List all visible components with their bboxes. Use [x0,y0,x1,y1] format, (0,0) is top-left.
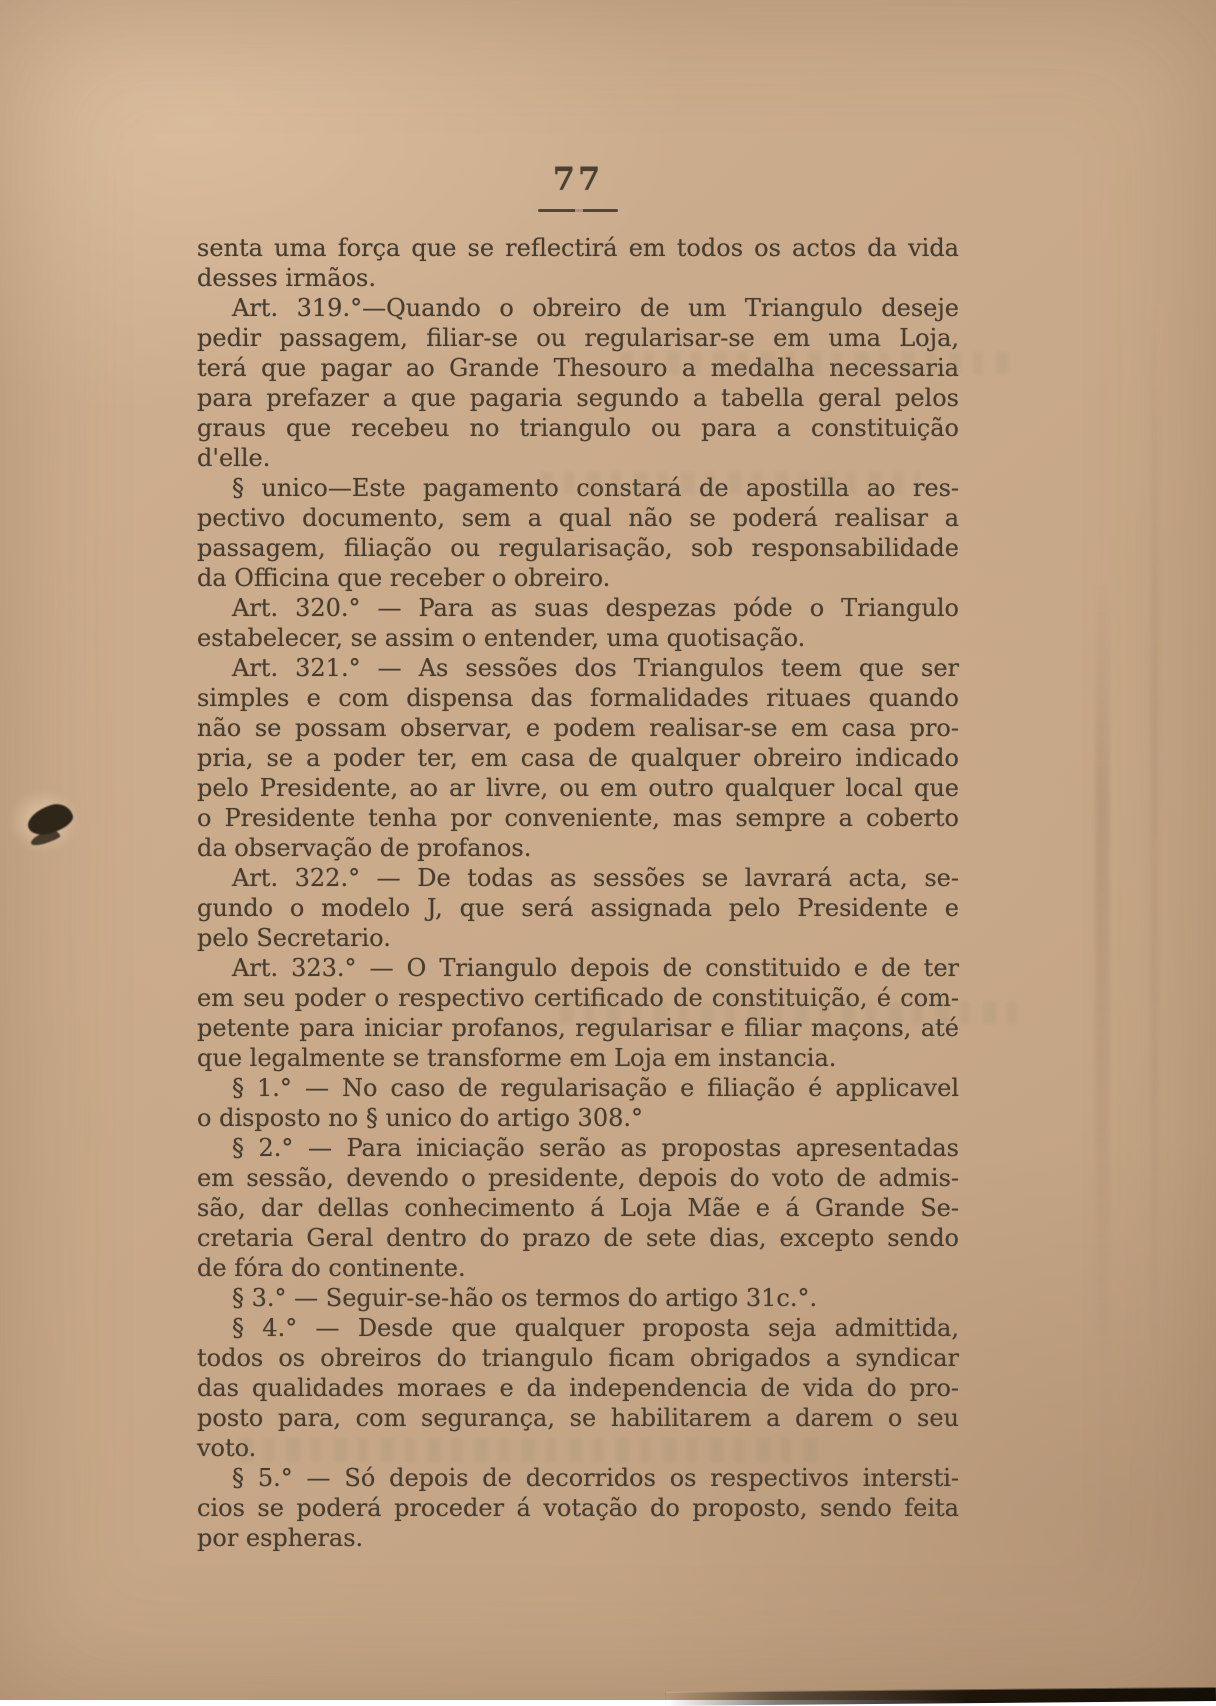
text-line: para prefazer a que pagaria segundo a tabella geral pelos [197,384,959,412]
text-line: que legalmente se transforme em Loja em instancia. [197,1044,837,1072]
text-line: Art. 321.° — As sessões dos Triangulos teem que ser [232,654,959,682]
page-bottom-edge-shadow [666,1687,1216,1706]
text-line: senta uma força que se reflectirá em todos os actos da vida [197,234,959,262]
text-line: § 4.° — Desde que qualquer proposta seja admittida, [232,1314,959,1342]
text-line: § 1.° — No caso de regularisação e filiação é applicavel [232,1074,959,1102]
text-line: Art. 322.° — De todas as sessões se lavrará acta, se- [232,864,959,892]
text-line: gundo o modelo J, que será assignada pelo Presidente e [197,894,959,922]
text-line: por espheras. [197,1524,364,1552]
text-line: terá que pagar ao Grande Thesouro a medalha necessaria [197,354,959,382]
text-line: pria, se a poder ter, em casa de qualquer obreiro indicado [197,744,959,772]
text-line: desses irmãos. [197,264,376,292]
paper-streak [1095,580,1109,1340]
text-line: da observação de profanos. [197,834,532,862]
text-line: Art. 320.° — Para as suas despezas póde o Triangulo [232,594,959,622]
text-line: graus que recebeu no triangulo ou para a constituição [197,414,959,442]
text-line: § unico—Este pagamento constará de apostilla ao res- [232,474,959,502]
text-line: § 3.° — Seguir-se-hão os termos do artigo 31c.°. [232,1284,818,1312]
text-line: cios se poderá proceder á votação do proposto, sendo feita [197,1494,959,1522]
bleed-through-artifact [540,472,920,494]
paper-streak [1150,300,1158,1350]
text-line: o disposto no § unico do artigo 308.° [197,1104,643,1132]
text-line: voto. [197,1434,257,1462]
text-line: em seu poder o respectivo certificado de constituição, é com- [197,984,959,1012]
text-line: § 2.° — Para iniciação serão as propostas apresentadas [232,1134,959,1162]
page-header [197,160,959,198]
text-line: estabelecer, se assim o entender, uma quotisação. [197,624,806,652]
text-line: não se possam observar, e podem realisar-se em casa pro- [197,714,959,742]
text-line: são, dar dellas conhecimento á Loja Mãe e á Grande Se- [197,1194,959,1222]
text-line: pelo Presidente, ao ar livre, ou em outro qualquer local que [197,774,959,802]
text-line: Art. 319.°—Quando o obreiro de um Triangulo deseje [232,294,959,322]
text-line: todos os obreiros do triangulo ficam obrigados a syndicar [197,1344,959,1372]
text-line: pedir passagem, filiar-se ou regularisar-se em uma Loja, [197,324,959,352]
text-line: petente para iniciar profanos, regularisar e filiar maçons, até [197,1014,959,1042]
text-line: pelo Secretario. [197,924,391,952]
page-number-rule [538,209,618,212]
text-line: da Officina que receber o obreiro. [197,564,611,592]
page-number: 77 [552,160,604,198]
text-line: o Presidente tenha por conveniente, mas sempre a coberto [197,804,959,832]
text-line: posto para, com segurança, se habilitarem a darem o seu [197,1404,959,1432]
text-line: em sessão, devendo o presidente, depois do voto de admis- [197,1164,959,1192]
text-line: simples e com dispensa das formalidades rituaes quando [197,684,959,712]
bleed-through-artifact [560,1002,1030,1024]
bleed-through-artifact [620,352,1020,374]
text-line: das qualidades moraes e da independencia de vida do pro- [197,1374,959,1402]
text-line: passagem, filiação ou regularisação, sob responsabilidade [197,534,959,562]
text-line: de fóra do continente. [197,1254,466,1282]
page-text [197,233,959,1553]
text-line: § 5.° — Só depois de decorridos os respectivos intersti- [232,1464,959,1492]
text-line: d'elle. [197,444,271,472]
text-line: Art. 323.° — O Triangulo depois de constituido e de ter [232,954,959,982]
text-line: pectivo documento, sem a qual não se poderá realisar a [197,504,959,532]
text-line: cretaria Geral dentro do prazo de sete dias, excepto sendo [197,1224,959,1252]
bleed-through-artifact [240,1438,820,1462]
